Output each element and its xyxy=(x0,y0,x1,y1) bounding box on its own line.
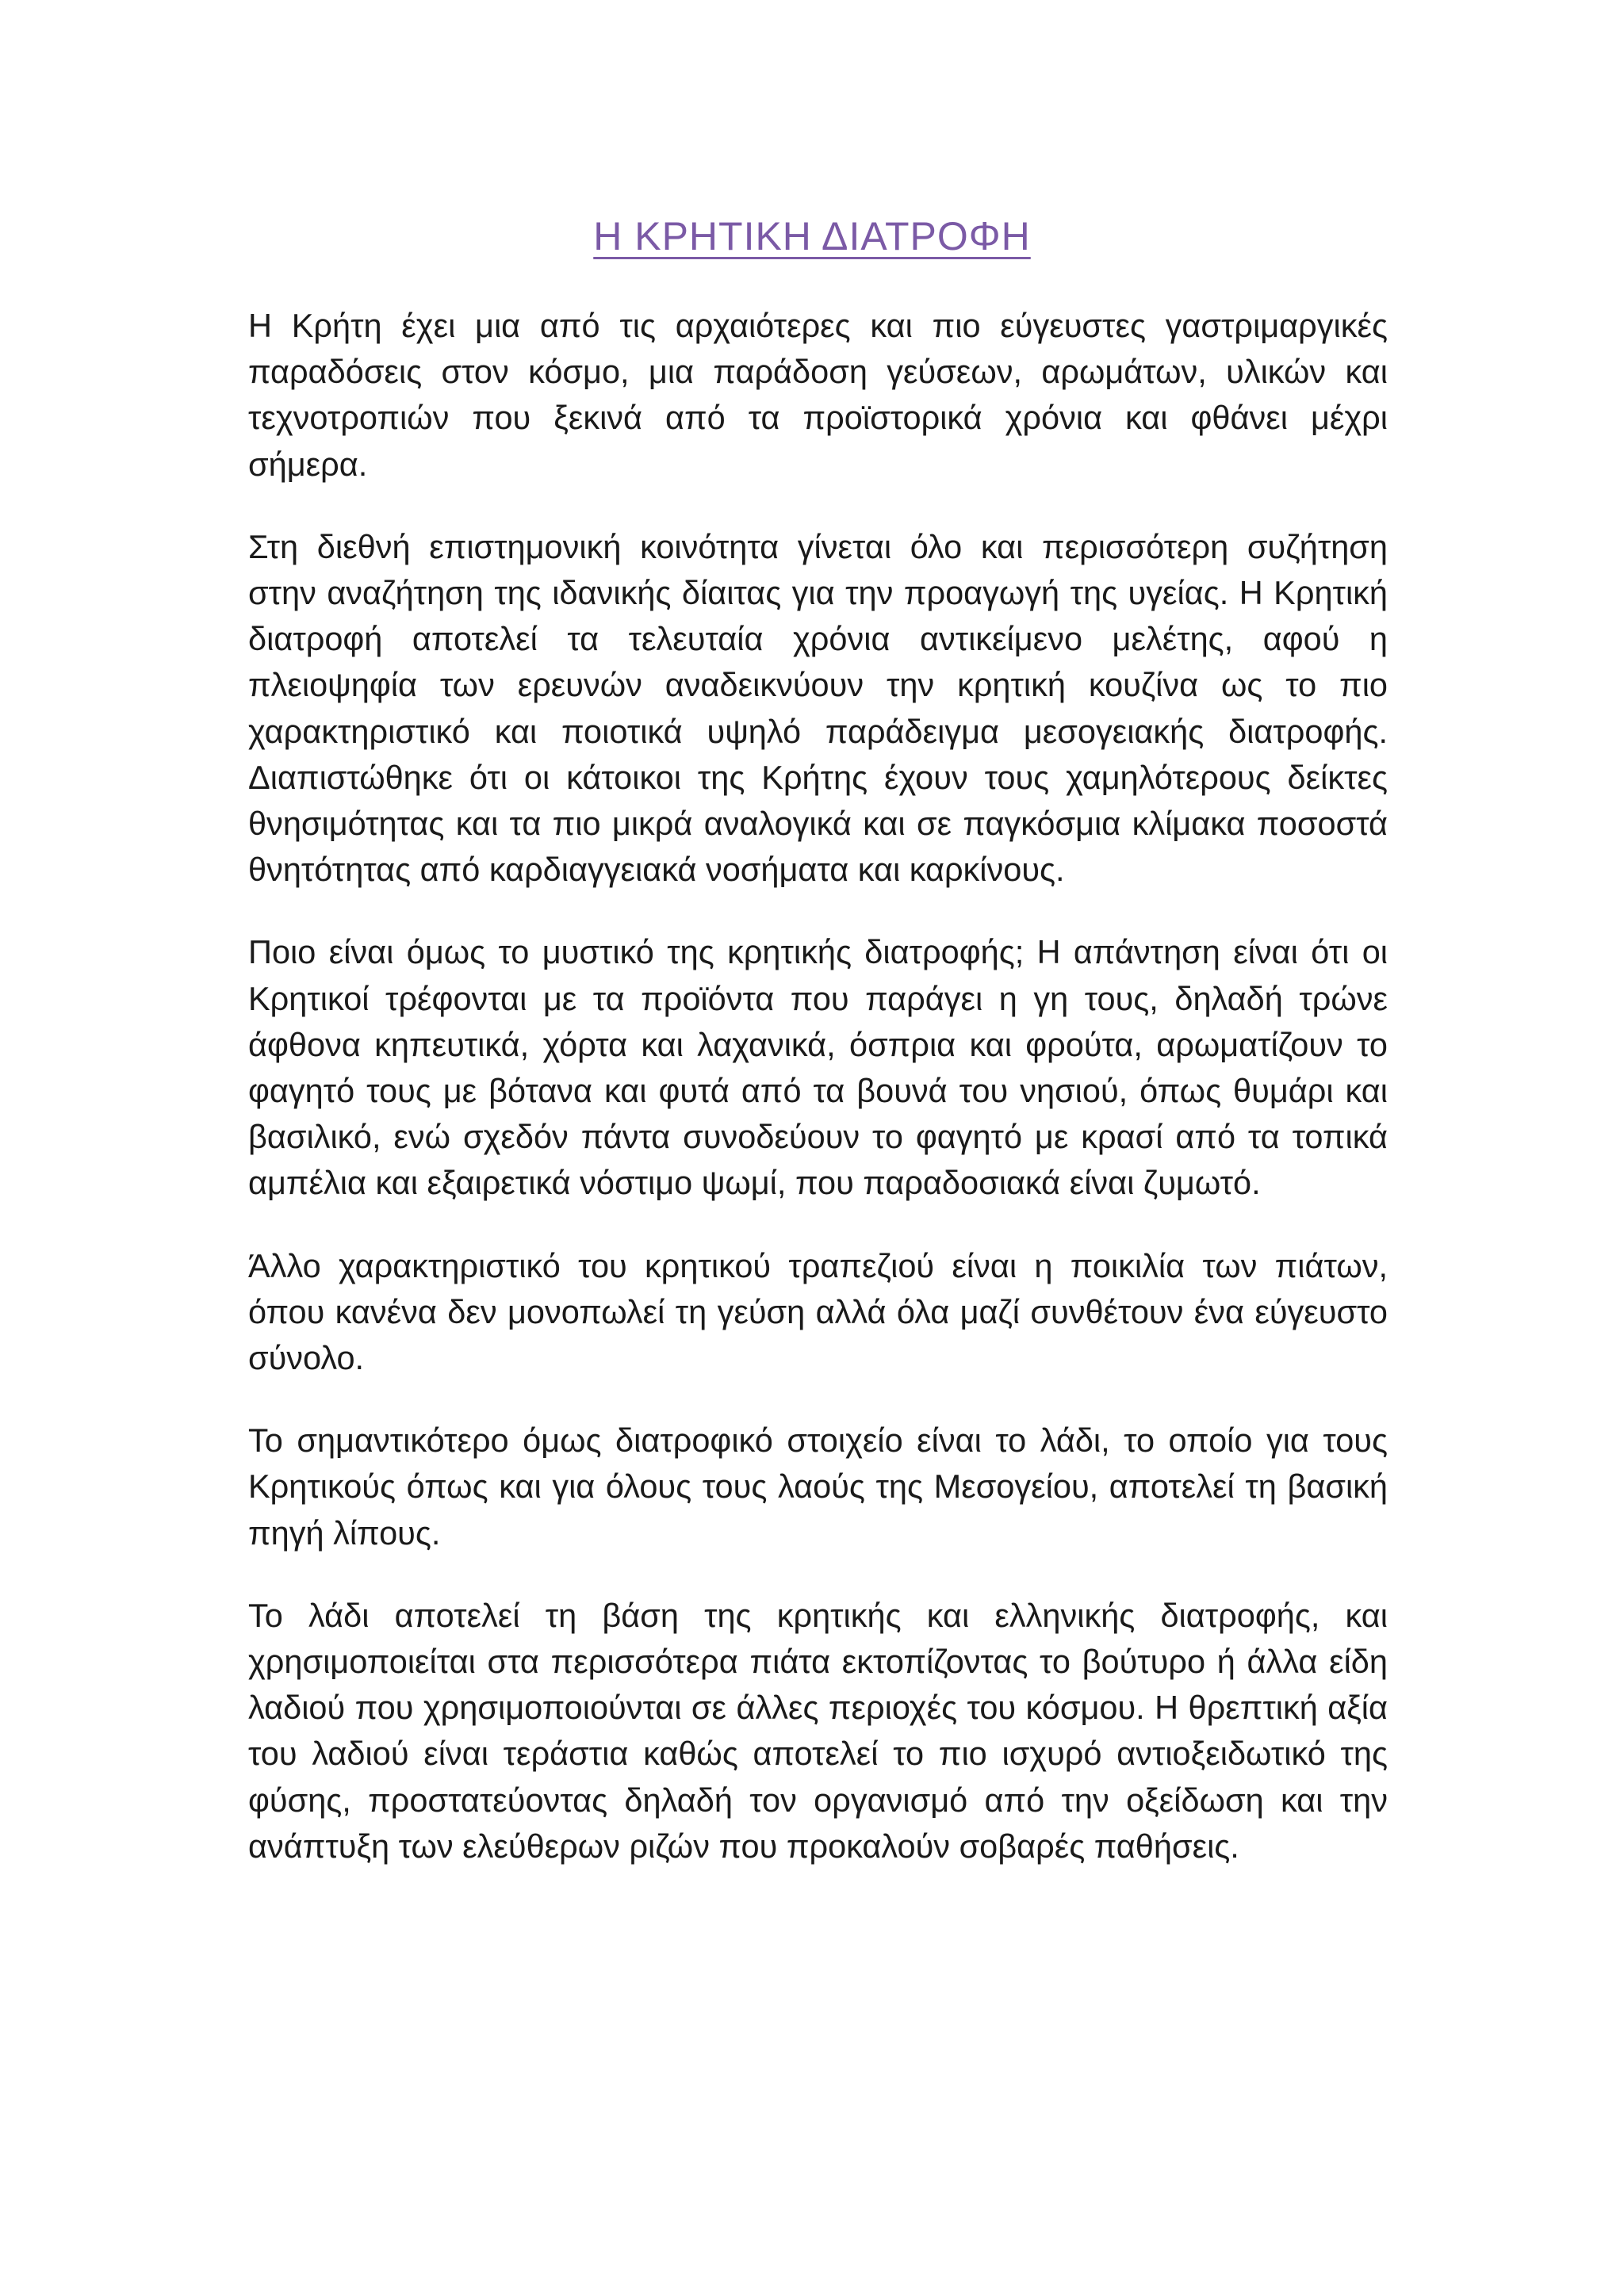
paragraph-scientific-interest: Στη διεθνή επιστημονική κοινότητα γίνεται όλο και περισσότερη συζήτηση στην αναζήτηση της ιδανικής δίαιτας για την προαγωγή της υγείας. Η Κρητική διατροφή αποτελεί τα τελευταία χρόνια αντικείμενο μελέτης, αφού η πλειοψηφία των ερευνών αναδεικνύουν την κρητική κουζίνα ως το πιο χαρακτηριστικό και ποιοτικά υψηλό παράδειγμα μεσογειακής διατροφής. Διαπιστώθηκε ότι οι κάτοικοι της Κρήτης έχουν τους χαμηλότερους δείκτες θνησιμότητας και τα πιο μικρά αναλογικά και σε παγκόσμια κλίμακα ποσοστά θνητότητας από καρδιαγγειακά νοσήματα και καρκίνους. xyxy=(248,527,1388,889)
document-title xyxy=(0,205,1624,268)
paragraph-secret-of-diet: Ποιο είναι όμως το μυστικό της κρητικής διατροφής; Η απάντηση είναι ότι οι Κρητικοί τρέφονται με τα προϊόντα που παράγει η γη τους, δηλαδή τρώνε άφθονα κηπευτικά, χόρτα και λαχανικά, όσπρια και φρούτα, αρωματίζουν το φαγητό τους με βότανα και φυτά από τα βουνά του νησιού, όπως θυμάρι και βασιλικό, ενώ σχεδόν πάντα συνοδεύουν το φαγητό με κρασί από τα τοπικά αμπέλια και εξαιρετικά νόστιμο ψωμί, που παραδοσιακά είναι ζυμωτό. xyxy=(248,933,1388,1202)
paragraph-olive-oil-importance: Το σημαντικότερο όμως διατροφικό στοιχείο είναι το λάδι, το οποίο για τους Κρητικούς όπως και για όλους τους λαούς της Μεσογείου, αποτελεί τη βασική πηγή λίπους. xyxy=(248,1422,1388,1552)
document-title-text: Η ΚΡΗΤΙΚΗ ΔΙΑΤΡΟΦΗ xyxy=(593,214,1031,258)
document-body xyxy=(248,303,1388,1906)
paragraph-variety-of-dishes: Άλλο χαρακτηριστικό του κρητικού τραπεζιού είναι η ποικιλία των πιάτων, όπου κανένα δεν μονοπωλεί τη γεύση αλλά όλα μαζί συνθέτουν ένα εύγευστο σύνολο. xyxy=(248,1246,1388,1377)
paragraph-olive-oil-benefits: Το λάδι αποτελεί τη βάση της κρητικής και ελληνικής διατροφής, και χρησιμοποιείται στα περισσότερα πιάτα εκτοπίζοντας το βούτυρο ή άλλα είδη λαδιού που χρησιμοποιούνται σε άλλες περιοχές του κόσμου. Η θρεπτική αξία του λαδιού είναι τεράστια καθώς αποτελεί το πιο ισχυρό αντιοξειδωτικό της φύσης, προστατεύοντας δηλαδή τον οργανισμό από την οξείδωση και την ανάπτυξη των ελεύθερων ριζών που προκαλούν σοβαρές παθήσεις. xyxy=(248,1596,1388,1865)
paragraph-intro: Η Κρήτη έχει μια από τις αρχαιότερες και πιο εύγευστες γαστριμαργικές παραδόσεις στον κόσμο, μια παράδοση γεύσεων, αρωμάτων, υλικών και τεχνοτροπιών που ξεκινά από τα προϊστορικά χρόνια και φθάνει μέχρι σήμερα. xyxy=(248,307,1388,483)
